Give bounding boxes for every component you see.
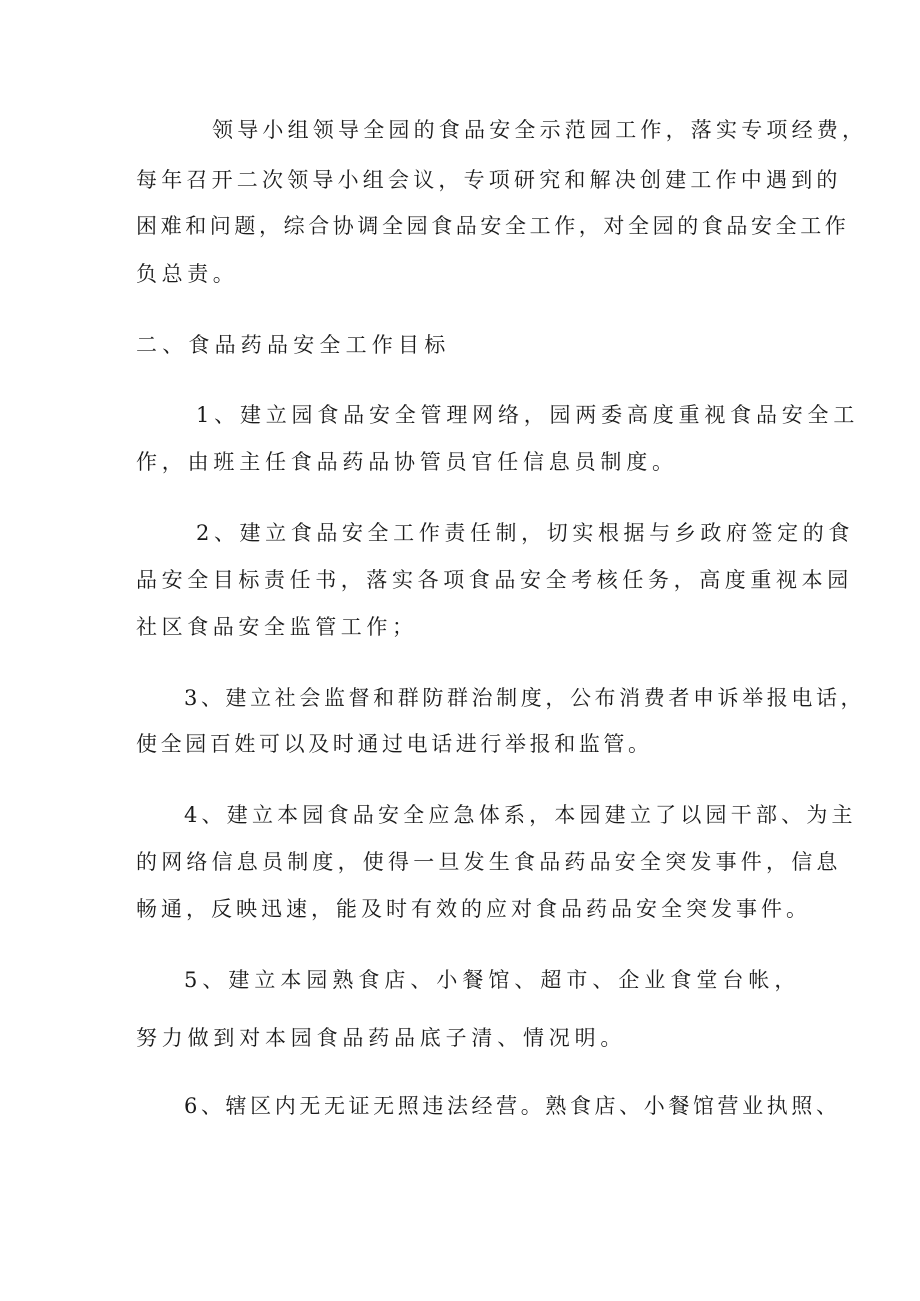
- item-2-line-1: 2、建立食品安全工作责任制，切实根据与乡政府签定的食: [196, 521, 854, 545]
- paragraph-1-line-4: 负总责。: [136, 262, 239, 286]
- item-4-line-2: 的网络信息员制度，使得一旦发生食品药品安全突发事件，信息: [136, 850, 842, 874]
- section-heading: 二、食品药品安全工作目标: [136, 333, 451, 357]
- paragraph-1-line-2: 每年召开二次领导小组会议，专项研究和解决创建工作中遇到的: [136, 168, 842, 192]
- item-1-line-2: 作，由班主任食品药品协管员官任信息员制度。: [136, 450, 678, 474]
- item-3-line-2: 使全园百姓可以及时通过电话进行举报和监管。: [136, 732, 653, 756]
- item-5-line-1: 5、建立本园熟食店、小餐馆、超市、企业食堂台帐，: [184, 968, 801, 992]
- paragraph-1-line-3: 困难和问题，综合协调全园食品安全工作，对全园的食品安全工作: [136, 214, 850, 238]
- item-1-line-1: 1、建立园食品安全管理网络，园两委高度重视食品安全工: [196, 403, 860, 427]
- paragraph-1-line-1: 领导小组领导全园的食品安全示范园工作，落实专项经费，: [212, 118, 868, 142]
- item-5-line-2: 努力做到对本园食品药品底子清、情况明。: [136, 1026, 627, 1050]
- item-4-line-3: 畅通，反映迅速，能及时有效的应对食品药品安全突发事件。: [136, 897, 811, 921]
- item-4-line-1: 4、建立本园食品安全应急体系，本园建立了以园干部、为主: [184, 803, 857, 827]
- item-2-line-3: 社区食品安全监管工作；: [136, 615, 418, 639]
- item-2-line-2: 品安全目标责任书，落实各项食品安全考核任务，高度重视本园: [136, 568, 853, 592]
- item-6-line-1: 6、辖区内无无证无照违法经营。熟食店、小餐馆营业执照、: [184, 1094, 841, 1118]
- item-3-line-1: 3、建立社会监督和群防群治制度，公布消费者申诉举报电话，: [184, 686, 866, 710]
